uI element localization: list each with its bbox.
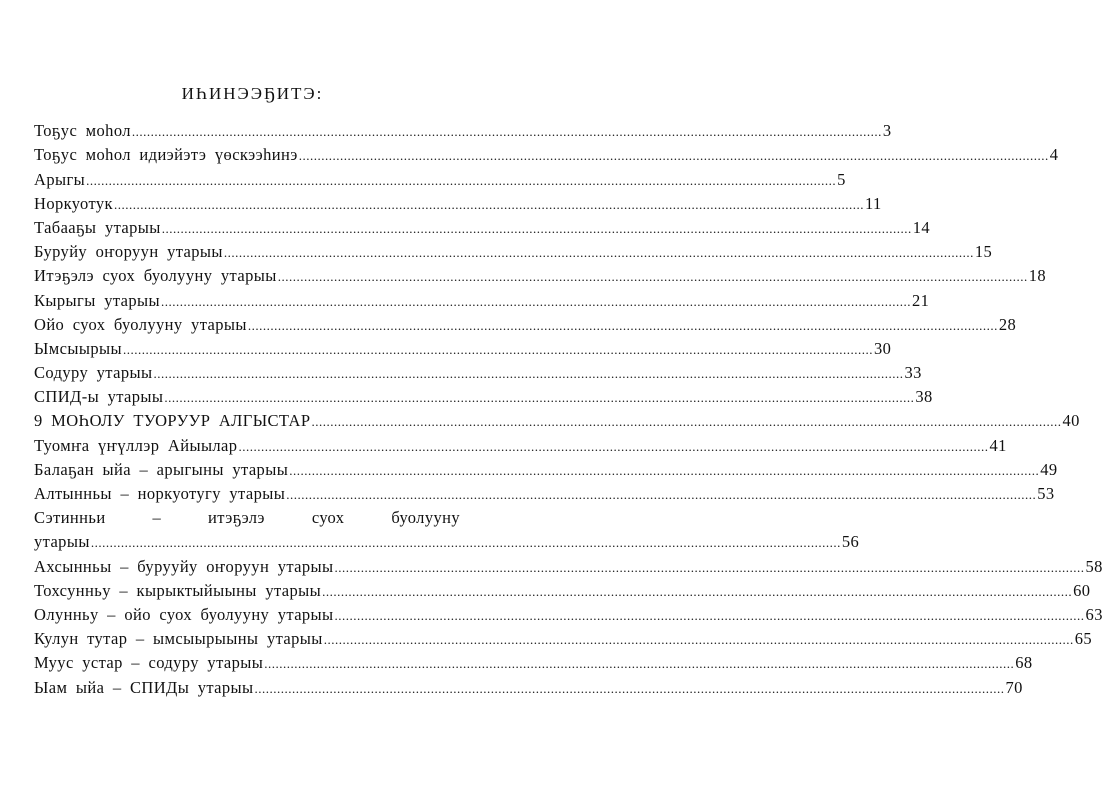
toc-entry xyxy=(34,504,460,528)
dot-leader: ........................................................................................................................................................................................................ xyxy=(153,366,904,382)
dot-leader: ........................................................................................................................................................................................................ xyxy=(90,535,841,551)
toc-entry-label: Тоҕус моһол идиэйэтэ үөскээһинэ xyxy=(34,145,298,165)
toc-entry-label: Кулун тутар – ымсыырыыны утарыы xyxy=(34,629,323,649)
dot-leader: ........................................................................................................................................................................................................ xyxy=(264,656,1015,672)
dot-leader: ........................................................................................................................................................................................................ xyxy=(238,438,989,454)
toc-entry-label: 9 МОҺОЛУ ТУОРУУР АЛГЫСТАР xyxy=(34,411,311,431)
dot-leader: ........................................................................................................................................................................................................ xyxy=(322,583,1073,599)
dot-leader: ........................................................................................................................................................................................................ xyxy=(277,269,1028,285)
dot-leader: ........................................................................................................................................................................................................ xyxy=(223,245,974,261)
toc-entry-label: Ымсыырыы xyxy=(34,338,122,358)
toc-entry xyxy=(34,311,1017,335)
toc-entry xyxy=(34,601,1103,625)
toc-entry-page-number: 30 xyxy=(873,338,892,358)
toc-entry-word: буолууну xyxy=(391,508,460,528)
dot-leader: ........................................................................................................................................................................................................ xyxy=(247,317,998,333)
toc-entry xyxy=(34,238,993,262)
toc-entry-label: Ойо суох буолууну утарыы xyxy=(34,314,247,334)
toc-entry-label: Тоҕус моһол xyxy=(34,121,131,141)
toc-entry-label: утарыы xyxy=(34,532,90,552)
toc-entry-page-number: 60 xyxy=(1073,580,1091,600)
toc-entry-page-number: 33 xyxy=(904,363,922,383)
toc-entry-page-number: 41 xyxy=(989,435,1007,455)
toc-entry-page-number: 11 xyxy=(864,193,882,213)
toc-entry-page-number: 53 xyxy=(1037,484,1055,503)
toc-entry-page-number: 40 xyxy=(1062,411,1080,431)
dot-leader: ........................................................................................................................................................................................................ xyxy=(113,196,864,212)
toc-entry-page-number: 38 xyxy=(915,387,933,407)
dot-leader: ........................................................................................................................................................................................................ xyxy=(298,148,1049,164)
toc-entry-page-number: 65 xyxy=(1074,629,1093,649)
dot-leader: ........................................................................................................................................................................................................ xyxy=(311,414,1062,430)
dot-leader: ........................................................................................................................................................................................................ xyxy=(86,172,837,188)
toc-entry-page-number: 68 xyxy=(1015,653,1033,673)
toc-entry-page-number: 5 xyxy=(837,169,846,189)
toc-entry xyxy=(34,480,1055,504)
toc-entry-page-number: 63 xyxy=(1085,604,1103,624)
toc-entry-label: Табааҕы утарыы xyxy=(34,217,161,237)
table-of-contents xyxy=(34,117,1103,698)
toc-entry-page-number: 28 xyxy=(998,314,1017,334)
toc-entry xyxy=(34,528,860,552)
toc-entry-word: – xyxy=(152,508,162,528)
toc-entry xyxy=(34,165,846,189)
dot-leader: ........................................................................................................................................................................................................ xyxy=(161,220,912,236)
toc-entry-label: Буруйу оҥоруун утарыы xyxy=(34,242,223,262)
toc-entry-word: итэҕэлэ xyxy=(207,508,265,528)
toc-entry-page-number: 14 xyxy=(912,217,931,237)
toc-entry-page-number: 21 xyxy=(912,290,930,310)
toc-entry-page-number: 4 xyxy=(1049,145,1059,165)
toc-entry-page-number: 49 xyxy=(1040,459,1058,479)
toc-entry-label xyxy=(34,508,460,528)
toc-entry-word: суох xyxy=(311,508,345,528)
toc-entry xyxy=(34,456,1058,480)
toc-entry-page-number: 56 xyxy=(841,532,860,552)
toc-entry xyxy=(34,262,1046,286)
toc-entry xyxy=(34,214,931,238)
toc-entry xyxy=(34,673,1023,697)
toc-entry xyxy=(34,117,892,141)
toc-entry-label: Ахсынньы – бурууйу оҥоруун утарыы xyxy=(34,556,334,576)
toc-entry-label: Содуру утарыы xyxy=(34,363,153,383)
toc-entry xyxy=(34,431,1007,455)
toc-entry xyxy=(34,625,1093,649)
toc-entry xyxy=(34,383,933,407)
toc-entry-label: Итэҕэлэ суох буолууну утарыы xyxy=(34,266,277,286)
dot-leader: ........................................................................................................................................................................................................ xyxy=(122,341,873,357)
dot-leader: ........................................................................................................................................................................................................ xyxy=(131,124,882,140)
toc-entry-label: СПИД-ы утарыы xyxy=(34,387,164,407)
toc-entry xyxy=(34,649,1033,673)
contents-heading: ИҺИНЭЭҔИТЭ: xyxy=(181,84,324,103)
dot-leader: ........................................................................................................................................................................................................ xyxy=(254,680,1005,696)
dot-leader: ........................................................................................................................................................................................................ xyxy=(334,607,1085,623)
toc-entry-label: Алтынньы – норкуотугу утарыы xyxy=(34,484,286,503)
toc-entry-page-number: 15 xyxy=(974,242,993,262)
toc-entry-word: Сэтинньи xyxy=(34,508,106,528)
toc-entry-label: Кырыгы утарыы xyxy=(34,290,161,310)
toc-entry-label: Олунньу – ойо суох буолууну утарыы xyxy=(34,604,334,624)
dot-leader: ........................................................................................................................................................................................................ xyxy=(334,559,1085,575)
toc-entry-label: Тохсунньу – кырыктыйыыны утарыы xyxy=(34,580,322,600)
toc-entry-label: Муус устар – содуру утарыы xyxy=(34,653,264,673)
dot-leader: ........................................................................................................................................................................................................ xyxy=(289,462,1040,478)
toc-entry-label: Арыгы xyxy=(34,169,86,189)
dot-leader: ........................................................................................................................................................................................................ xyxy=(286,487,1037,502)
toc-entry xyxy=(34,407,1080,431)
toc-entry-label: Норкуотук xyxy=(34,193,113,213)
toc-entry-page-number: 70 xyxy=(1005,677,1023,697)
toc-entry xyxy=(34,335,892,359)
dot-leader: ........................................................................................................................................................................................................ xyxy=(323,632,1074,648)
toc-entry-page-number: 18 xyxy=(1028,266,1046,286)
toc-entry-label: Ыам ыйа – СПИДы утарыы xyxy=(34,677,254,697)
toc-entry-page-number: 58 xyxy=(1085,556,1103,576)
dot-leader: ........................................................................................................................................................................................................ xyxy=(164,390,915,406)
toc-entry xyxy=(34,141,1059,165)
toc-entry xyxy=(34,577,1091,601)
dot-leader: ........................................................................................................................................................................................................ xyxy=(161,293,912,309)
toc-entry xyxy=(34,552,1103,576)
toc-entry xyxy=(34,359,922,383)
toc-entry xyxy=(34,286,930,310)
toc-entry-label: Балаҕан ыйа – арыгыны утарыы xyxy=(34,459,289,479)
toc-entry-page-number: 3 xyxy=(882,121,892,141)
toc-entry xyxy=(34,190,882,214)
toc-entry-label: Туомҥа үҥүллэр Айыылар xyxy=(34,435,238,455)
